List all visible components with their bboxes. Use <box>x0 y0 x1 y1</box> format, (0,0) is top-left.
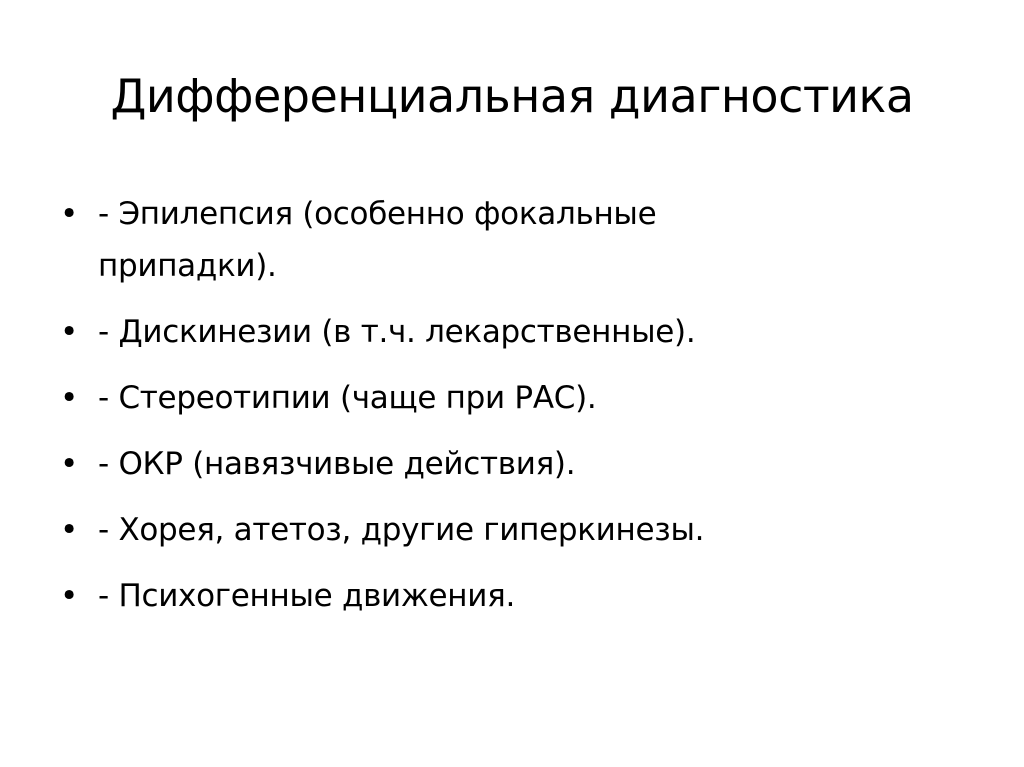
bullet-text: - Эпилепсия (особенно фокальные припадки). <box>98 196 657 284</box>
bullet-text: - Стереотипии (чаще при РАС). <box>98 380 597 416</box>
list-item <box>60 188 960 292</box>
bullet-text: - Хорея, атетоз, другие гиперкинезы. <box>98 512 705 548</box>
slide-title: Дифференциальная диагностика <box>110 69 914 123</box>
bullet-list <box>60 188 960 636</box>
bullet-icon: • <box>60 578 78 614</box>
list-item <box>60 372 960 424</box>
list-item <box>60 438 960 490</box>
bullet-text: - Дискинезии (в т.ч. лекарственные). <box>98 314 696 350</box>
bullet-icon: • <box>60 512 78 548</box>
list-item <box>60 570 960 622</box>
bullet-text: - Психогенные движения. <box>98 578 516 614</box>
bullet-icon: • <box>60 314 78 350</box>
list-item <box>60 306 960 358</box>
list-item <box>60 504 960 556</box>
bullet-icon: • <box>60 380 78 416</box>
bullet-icon: • <box>60 196 78 232</box>
bullet-icon: • <box>60 446 78 482</box>
bullet-text: - ОКР (навязчивые действия). <box>98 446 576 482</box>
